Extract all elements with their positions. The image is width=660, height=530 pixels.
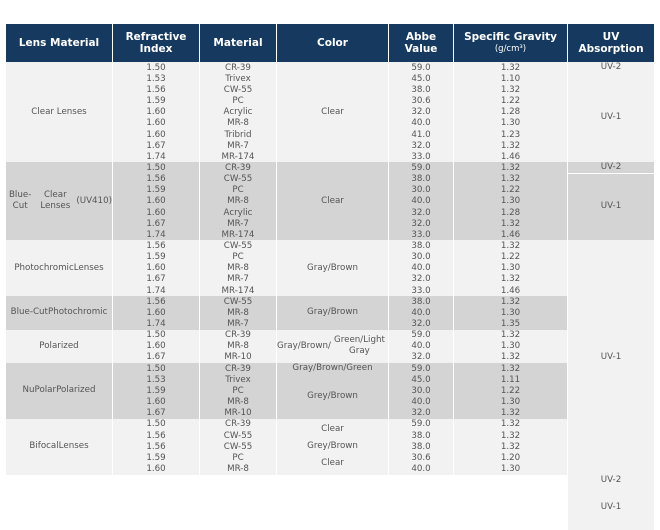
abbe-value-cell: 40.0	[411, 341, 431, 352]
group-name	[6, 363, 113, 419]
specific-gravity-cell: 1.28	[500, 207, 521, 218]
header-color: Color	[277, 24, 389, 62]
refractive-index-cell: 1.67	[146, 408, 166, 419]
material-cell: CR-39	[225, 330, 251, 341]
abbe-column	[389, 330, 454, 363]
refractive-index-cell: 1.74	[146, 151, 166, 162]
material-cell: CR-39	[225, 62, 251, 73]
specific-gravity-label: Specific Gravity	[464, 31, 557, 43]
abbe-value-cell: 45.0	[411, 374, 431, 385]
color-line: Clear	[321, 106, 344, 117]
material-cell: MR-8	[227, 464, 249, 474]
uv-absorption-cell: UV-2	[568, 475, 654, 486]
material-cell: MR-7	[227, 218, 249, 229]
group-name-line: Polarized	[56, 385, 96, 396]
specific-gravity-cell: 1.30	[500, 196, 521, 207]
refractive-index-cell: 1.74	[146, 229, 166, 240]
uv-absorption-cell: UV-1	[568, 73, 654, 162]
color-cell	[277, 240, 389, 296]
refractive-index-cell: 1.67	[146, 352, 166, 363]
specific-gravity-cell: 1.22	[500, 385, 521, 396]
refractive-index-cell: 1.67	[146, 218, 166, 229]
material-cell: MR-8	[227, 118, 249, 129]
material-cell: CW-55	[223, 441, 253, 452]
lens-spec-table	[6, 24, 654, 513]
material-column	[200, 240, 277, 296]
header-lens-material: Lens Material	[6, 24, 113, 62]
material-cell: Acrylic	[223, 207, 253, 218]
material-cell: Tribrid	[224, 129, 252, 140]
refractive-index-cell: 1.74	[146, 285, 166, 296]
material-cell: MR-8	[227, 341, 249, 352]
group-name-line: Polarized	[39, 340, 79, 351]
abbe-column	[389, 240, 454, 296]
group-name-line: Clear Lenses	[31, 106, 87, 117]
abbe-column	[389, 419, 454, 475]
refractive-index-cell: 1.59	[146, 185, 166, 196]
group-name-line: Bifocal	[29, 441, 59, 452]
refractive-index-cell: 1.60	[146, 118, 166, 129]
specific-gravity-cell: 1.22	[500, 252, 521, 263]
gravity-column	[454, 62, 568, 162]
color-line: Grey/Brown	[307, 390, 358, 401]
specific-gravity-cell: 1.10	[500, 73, 521, 84]
abbe-value-cell: 38.0	[411, 430, 431, 441]
header-material: Material	[200, 24, 277, 62]
group-name-line: Lenses	[73, 262, 104, 273]
header-specific-gravity	[454, 24, 568, 62]
refractive-index-cell: 1.60	[146, 307, 166, 318]
specific-gravity-cell: 1.30	[500, 341, 521, 352]
abbe-value-cell: 38.0	[411, 296, 431, 307]
abbe-value-cell: 33.0	[411, 229, 431, 240]
material-cell: MR-174	[221, 151, 255, 162]
specific-gravity-cell: 1.32	[500, 363, 521, 374]
group-name	[6, 296, 113, 329]
material-column	[200, 162, 277, 240]
refractive-index-cell: 1.67	[146, 274, 166, 285]
specific-gravity-cell: 1.32	[500, 330, 521, 341]
specific-gravity-cell: 1.32	[500, 62, 521, 73]
specific-gravity-cell: 1.22	[500, 185, 521, 196]
specific-gravity-cell: 1.32	[500, 274, 521, 285]
abbe-value-cell: 40.0	[411, 307, 431, 318]
gravity-column	[454, 162, 568, 240]
refractive-index-cell: 1.60	[146, 263, 166, 274]
refractive-index-cell: 1.59	[146, 385, 166, 396]
abbe-value-cell: 32.0	[411, 318, 431, 329]
refractive-index-cell: 1.60	[146, 464, 166, 474]
material-cell: CW-55	[223, 430, 253, 441]
specific-gravity-cell: 1.32	[500, 240, 521, 251]
index-column	[113, 162, 200, 240]
specific-gravity-cell: 1.46	[500, 151, 521, 162]
group-name-line: Blue-Cut	[8, 190, 32, 212]
material-cell: MR-7	[227, 140, 249, 151]
material-cell: MR-8	[227, 263, 249, 274]
refractive-index-cell: 1.59	[146, 96, 166, 107]
specific-gravity-unit: (g/cm³)	[494, 44, 527, 54]
uv-absorption-cell: UV-2	[568, 162, 654, 173]
refractive-index-cell: 1.59	[146, 452, 166, 463]
specific-gravity-cell: 1.46	[500, 229, 521, 240]
header-uv-absorption: UV Absorption	[568, 24, 654, 62]
color-cell	[277, 296, 389, 329]
material-cell: MR-8	[227, 196, 249, 207]
specific-gravity-cell: 1.22	[500, 96, 521, 107]
material-cell: CW-55	[223, 296, 253, 307]
material-cell: PC	[232, 252, 244, 263]
abbe-value-cell: 59.0	[411, 419, 431, 430]
uv-absorption-cell: UV-1	[568, 240, 654, 474]
abbe-column	[389, 363, 454, 419]
abbe-value-cell: 41.0	[411, 129, 431, 140]
refractive-index-cell: 1.56	[146, 84, 166, 95]
material-column	[200, 363, 277, 419]
material-column	[200, 330, 277, 363]
abbe-value-cell: 32.0	[411, 408, 431, 419]
index-column	[113, 62, 200, 162]
group-name	[6, 240, 113, 296]
color-cell	[277, 441, 389, 452]
material-cell: MR-174	[221, 229, 255, 240]
color-cell	[277, 363, 389, 374]
abbe-value-cell: 38.0	[411, 174, 431, 185]
gravity-column	[454, 296, 568, 329]
material-cell: PC	[232, 96, 244, 107]
header-refractive-index: Refractive Index	[113, 24, 200, 62]
material-cell: CR-39	[225, 162, 251, 173]
material-column	[200, 62, 277, 162]
refractive-index-cell: 1.53	[146, 73, 166, 84]
refractive-index-cell: 1.50	[146, 162, 166, 173]
material-cell: CW-55	[223, 84, 253, 95]
specific-gravity-cell: 1.20	[500, 452, 521, 463]
abbe-value-cell: 59.0	[411, 330, 431, 341]
color-cell	[277, 374, 389, 419]
abbe-value-cell: 45.0	[411, 73, 431, 84]
abbe-value-cell: 30.0	[411, 252, 431, 263]
material-column	[200, 419, 277, 475]
abbe-value-cell: 40.0	[411, 464, 431, 474]
material-cell: MR-8	[227, 307, 249, 318]
gravity-column	[454, 419, 568, 475]
refractive-index-cell: 1.60	[146, 129, 166, 140]
material-cell: CW-55	[223, 174, 253, 185]
group-name-line: NuPolar	[22, 385, 57, 396]
specific-gravity-cell: 1.30	[500, 307, 521, 318]
material-cell: PC	[232, 185, 244, 196]
color-line: Clear	[321, 457, 344, 468]
refractive-index-cell: 1.59	[146, 252, 166, 263]
specific-gravity-cell: 1.30	[500, 397, 521, 408]
refractive-index-cell: 1.60	[146, 207, 166, 218]
specific-gravity-cell: 1.28	[500, 107, 521, 118]
refractive-index-cell: 1.56	[146, 430, 166, 441]
specific-gravity-cell: 1.30	[500, 464, 521, 474]
material-cell: PC	[232, 452, 244, 463]
specific-gravity-cell: 1.32	[500, 84, 521, 95]
abbe-value-cell: 59.0	[411, 62, 431, 73]
abbe-value-cell: 40.0	[411, 118, 431, 129]
specific-gravity-cell: 1.32	[500, 430, 521, 441]
refractive-index-cell: 1.60	[146, 196, 166, 207]
color-line: Gray/Brown	[307, 307, 358, 318]
refractive-index-cell: 1.50	[146, 330, 166, 341]
abbe-value-cell: 40.0	[411, 196, 431, 207]
abbe-value-cell: 59.0	[411, 162, 431, 173]
index-column	[113, 330, 200, 363]
specific-gravity-cell: 1.11	[500, 374, 521, 385]
material-cell: MR-10	[224, 352, 252, 363]
specific-gravity-cell: 1.35	[500, 318, 521, 329]
specific-gravity-cell: 1.32	[500, 162, 521, 173]
abbe-value-cell: 32.0	[411, 274, 431, 285]
group-name	[6, 330, 113, 363]
color-cell	[277, 452, 389, 474]
abbe-value-cell: 30.6	[411, 452, 431, 463]
specific-gravity-cell: 1.30	[500, 118, 521, 129]
color-line: Grey/Brown	[307, 441, 358, 452]
material-cell: MR-174	[221, 285, 255, 296]
group-name-line: Photochromic	[47, 307, 108, 318]
abbe-value-cell: 32.0	[411, 140, 431, 151]
abbe-value-cell: 59.0	[411, 363, 431, 374]
material-cell: CW-55	[223, 240, 253, 251]
group-name-line: Photochromic	[14, 262, 74, 273]
index-column	[113, 296, 200, 329]
color-line: Gray/Brown	[307, 262, 358, 273]
gravity-column	[454, 363, 568, 419]
material-cell: MR-7	[227, 318, 249, 329]
refractive-index-cell: 1.56	[146, 296, 166, 307]
group-name	[6, 62, 113, 162]
uv-absorption-cell: UV-1	[568, 174, 654, 241]
specific-gravity-cell: 1.30	[500, 263, 521, 274]
abbe-value-cell: 32.0	[411, 352, 431, 363]
refractive-index-cell: 1.50	[146, 62, 166, 73]
group-name-line: Blue-Cut	[10, 307, 48, 318]
group-name-line: Clear Lenses	[40, 190, 71, 212]
abbe-column	[389, 296, 454, 329]
header-abbe-value: Abbe Value	[389, 24, 454, 62]
material-cell: MR-10	[224, 408, 252, 419]
refractive-index-cell: 1.56	[146, 441, 166, 452]
specific-gravity-cell: 1.32	[500, 408, 521, 419]
specific-gravity-cell: 1.32	[500, 174, 521, 185]
refractive-index-cell: 1.60	[146, 397, 166, 408]
gravity-column	[454, 240, 568, 296]
specific-gravity-cell: 1.46	[500, 285, 521, 296]
refractive-index-cell: 1.67	[146, 140, 166, 151]
specific-gravity-cell: 1.32	[500, 140, 521, 151]
abbe-value-cell: 32.0	[411, 107, 431, 118]
refractive-index-cell: 1.74	[146, 318, 166, 329]
index-column	[113, 363, 200, 419]
uv-absorption-cell: UV-2	[568, 62, 654, 73]
abbe-value-cell: 38.0	[411, 240, 431, 251]
abbe-value-cell: 40.0	[411, 263, 431, 274]
color-line: Gray/Brown/Green	[292, 363, 373, 374]
material-cell: Trivex	[225, 73, 251, 84]
abbe-value-cell: 32.0	[411, 218, 431, 229]
refractive-index-cell: 1.60	[146, 341, 166, 352]
abbe-value-cell: 33.0	[411, 151, 431, 162]
group-name-line: Lenses	[58, 441, 89, 452]
color-cell	[277, 162, 389, 240]
specific-gravity-cell: 1.32	[500, 218, 521, 229]
specific-gravity-cell: 1.23	[500, 129, 521, 140]
color-line: Green/Light Gray	[333, 335, 385, 357]
color-cell	[277, 62, 389, 162]
material-cell: Trivex	[225, 374, 251, 385]
color-line: Clear	[321, 195, 344, 206]
refractive-index-cell: 1.56	[146, 240, 166, 251]
material-cell: CR-39	[225, 419, 251, 430]
specific-gravity-cell: 1.32	[500, 352, 521, 363]
abbe-column	[389, 162, 454, 240]
color-line: Gray/Brown/	[277, 340, 331, 351]
index-column	[113, 240, 200, 296]
material-cell: MR-8	[227, 397, 249, 408]
abbe-value-cell: 33.0	[411, 285, 431, 296]
abbe-value-cell: 32.0	[411, 207, 431, 218]
abbe-value-cell: 30.0	[411, 185, 431, 196]
gravity-column	[454, 330, 568, 363]
specific-gravity-cell: 1.32	[500, 419, 521, 430]
color-cell	[277, 419, 389, 441]
specific-gravity-cell: 1.32	[500, 441, 521, 452]
refractive-index-cell: 1.60	[146, 107, 166, 118]
color-cell	[277, 330, 389, 363]
uv-absorption-cell: UV-1	[568, 486, 654, 530]
abbe-value-cell: 30.0	[411, 385, 431, 396]
abbe-column	[389, 62, 454, 162]
refractive-index-cell: 1.50	[146, 419, 166, 430]
specific-gravity-cell: 1.32	[500, 296, 521, 307]
refractive-index-cell: 1.53	[146, 374, 166, 385]
abbe-value-cell: 40.0	[411, 397, 431, 408]
material-cell: MR-7	[227, 274, 249, 285]
abbe-value-cell: 30.6	[411, 96, 431, 107]
refractive-index-cell: 1.56	[146, 174, 166, 185]
abbe-value-cell: 38.0	[411, 84, 431, 95]
abbe-value-cell: 38.0	[411, 441, 431, 452]
material-column	[200, 296, 277, 329]
color-line: Clear	[321, 424, 344, 435]
index-column	[113, 419, 200, 475]
refractive-index-cell: 1.50	[146, 363, 166, 374]
group-name	[6, 162, 113, 240]
material-cell: PC	[232, 385, 244, 396]
material-cell: CR-39	[225, 363, 251, 374]
group-name-line: (UV410)	[76, 195, 112, 206]
material-cell: Acrylic	[223, 107, 253, 118]
group-name	[6, 419, 113, 475]
